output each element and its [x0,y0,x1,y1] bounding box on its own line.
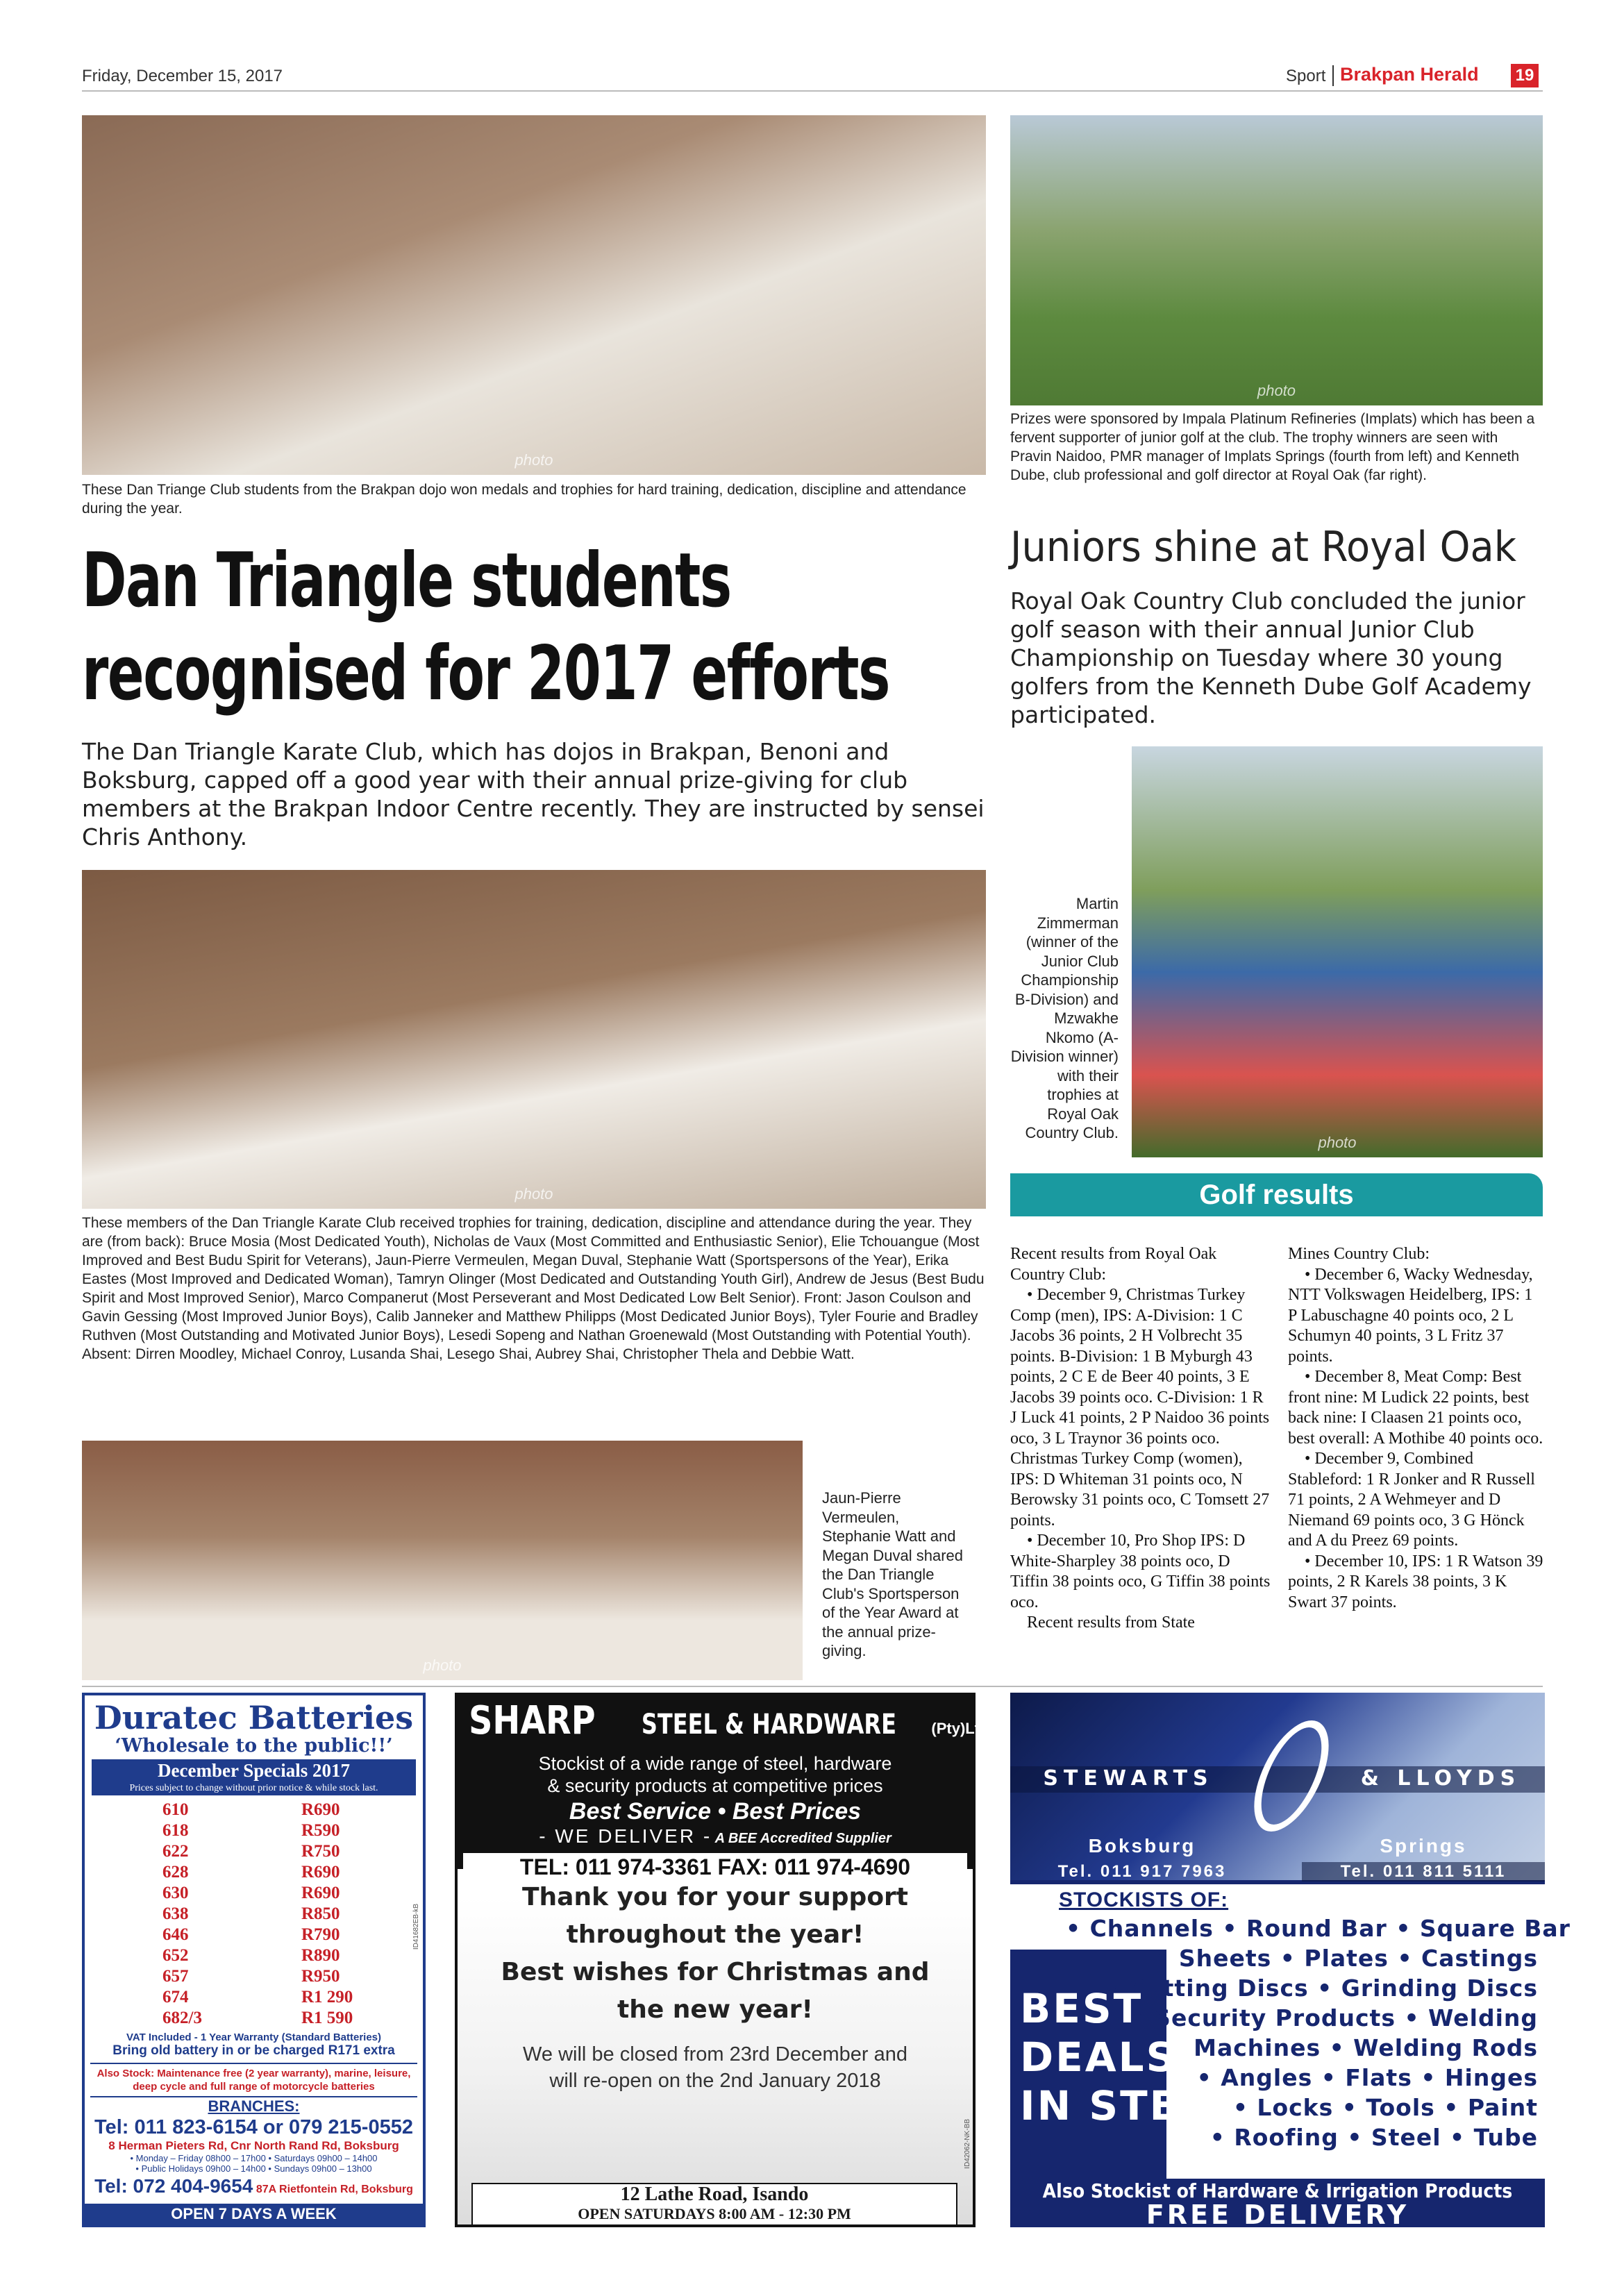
sharp-wishes1: Best wishes for Christmas and [501,1958,930,1986]
issue-date: Friday, December 15, 2017 [82,67,283,85]
stock-item: • Security Products • Welding [1130,2004,1538,2031]
battery-price: R1 290 [301,1988,353,2006]
sharp-line2: & security products at competitive prices [547,1775,883,1796]
stewarts-branch2: Springs [1380,1835,1467,1857]
price-row [162,1862,423,1883]
sharp-bee: A BEE Accredited Supplier [714,1831,891,1846]
battery-code: 682/3 [162,2009,202,2027]
karate-headline [82,535,1007,721]
sharp-address: 12 Lathe Road, Isando [620,2184,809,2205]
duratec-old-battery: Bring old battery in or be charged R171 extra [112,2043,395,2058]
battery-code: 610 [162,1800,189,1819]
stock-item: • Roofing • Steel • Tube [1209,2124,1538,2151]
sharp-header [458,1695,994,1879]
battery-code: 652 [162,1946,189,1965]
stewarts-delivery: FREE DELIVERY [1146,2199,1409,2230]
battery-code: 628 [162,1863,189,1882]
header-rule [82,90,1543,92]
golf-photo1-caption: Prizes were sponsored by Impala Platinum Refineries (Implats) which has been a fervent supporter of junior golf at the club. The trophy winners are seen with Pravin Naidoo, PMR manager of Implats Springs (fourth from left) and Kenneth Dube, club professional and golf director at Royal Oak (far right). [1010,411,1535,483]
battery-price: R890 [301,1946,340,1965]
battery-code: 646 [162,1925,189,1944]
price-row [162,1883,423,1904]
battery-code: 630 [162,1884,189,1902]
duratec-vat-note: VAT Included - 1 Year Warranty (Standard Batteries) [126,2031,382,2043]
sharp-name: SHARP [469,1698,596,1743]
ads-divider [82,1686,1543,1687]
duratec-price-list [162,1800,423,2029]
duratec-also-stock: Also Stock: Maintenance free (2 year warranty), marine, leisure, deep cycle and full range of motorcycle batteries [90,2063,417,2093]
karate-photo2-caption: These members of the Dan Triangle Karate Club received trophies for training, dedication, discipline and attendance during the year. They are (from back): Bruce Mosia (Most Dedicated Youth), Nicholas de Vaux (Most Committed and Enthusiastic Senior), Elie Tchouangue (Most Improved and Best Budu Spirit for Veterans), Jaun-Pierre Vermeulen, Megan Duval, Stephanie Watt (Sportspersons of the Year), Erika Eastes (Most Improved and Dedicated Woman), Tamryn Olinger (Most Dedicated and Outstanding Youth Girl), Andrew de Jesus (Best Budu Spirit and Most Improved Senior), Marco Companerut (Most Perseverant and Most Dedicated Low Belt Senior). Front: Jason Coulson and Gavin Gessing (Most Improved Junior Boys), Calib Janneker and Matthew Philipps (Most Dedicated Junior Boys), Tyler Fourie and Bradley Ruthven (Most Outstanding and Motivated Junior Boys), Lesedi Sopeng and Nathan Groenewald (Most Outstanding with Potential Youth). Absent: Dirren Moodley, Michael Conroy, Lusanda Shai, Lesego Shai, Aubrey Shai, Christopher Thela and Debbie Watt. [82,1215,985,1362]
karate-group-photo: photo [82,115,986,475]
sharp-tel: TEL: 011 974-3361 FAX: 011 974-4690 [463,1853,967,1881]
stewarts-lloyds-advert[interactable] [1010,1693,1571,2230]
sharp-thanks2: throughout the year! [566,1920,864,1949]
sharp-closed1: We will be closed from 23rd December and [523,2043,907,2065]
best-deals-line2: DEALS [1020,2034,1178,2081]
duratec-address2: 87A Rietfontein Rd, Boksburg [256,2184,413,2195]
golf-intro: Royal Oak Country Club concluded the junior golf season with their annual Junior Club Championship on Tuesday where 30 young golfers from the Kenneth Dube Golf Academy participated. [1010,587,1532,728]
sharp-closed2: will re-open on the 2nd January 2018 [549,2070,881,2092]
karate-headline-line2: recognised for 2017 efforts [82,630,889,717]
header-divider [1332,65,1334,86]
price-row [162,1987,423,2008]
sharp-ref: ID42062-NK-BB [964,2119,971,2169]
section-name: Sport [1286,67,1326,85]
duratec-tel2: Tel: 072 404-9654 [94,2175,253,2197]
golf-photo2-caption: Martin Zimmerman (winner of the Junior Club Championship B-Division) and Mzwakhe Nkomo (A-Division winner) with their trophies at Royal Oak Country Club. [1010,895,1119,1141]
stock-item: Machines • Welding Rods [1194,2034,1538,2061]
paper-name: Brakpan Herald [1340,64,1479,85]
duratec-specials-title: December Specials 2017 [92,1759,416,1782]
sharp-deliver: - WE DELIVER - [539,1825,712,1847]
stewarts-tel1: Tel. 011 917 7963 [1057,1862,1227,1881]
duratec-specials-note: Prices subject to change without prior notice & while stock last. [92,1782,416,1795]
duratec-open: OPEN 7 DAYS A WEEK [85,2204,423,2224]
duratec-address1: 8 Herman Pieters Rd, Cnr North Rand Rd, Boksburg [108,2139,399,2152]
price-row [162,1841,423,1862]
battery-code: 674 [162,1988,189,2006]
stewarts-tel2: Tel. 011 811 5111 [1302,1862,1545,1882]
price-row [162,1904,423,1925]
battery-code: 638 [162,1904,189,1923]
stock-item: • Locks • Tools • Paint [1232,2094,1538,2121]
battery-code: 622 [162,1842,189,1861]
stock-item: • Angles • Flats • Hinges [1196,2064,1538,2091]
karate-photo1-caption: These Dan Triange Club students from the Brakpan dojo won medals and trophies for hard training, dedication, discipline and attendance during the year. [82,482,966,517]
duratec-hours2: • Public Holidays 09h00 – 14h00 • Sundays 09h00 – 13h00 [135,2163,372,2174]
golf-champions-photo: photo [1132,746,1543,1157]
karate-trophies-photo: photo [82,870,986,1209]
stewarts-name-left: STEWARTS [1043,1766,1214,1791]
sharp-pty: (Pty)Ltd. [931,1720,994,1737]
page-number: 19 [1511,64,1539,87]
price-row [162,1945,423,1966]
sharp-open: OPEN SATURDAYS 8:00 AM - 12:30 PM [578,2205,851,2222]
duratec-branches-label: BRANCHES: [90,2096,417,2115]
best-deals-line1: BEST [1020,1985,1144,2032]
best-deals-line3: IN STEEL [1020,2082,1237,2129]
battery-price: R690 [301,1884,340,1902]
battery-price: R690 [301,1863,340,1882]
price-row [162,1925,423,1945]
golf-headline: Juniors shine at Royal Oak [1010,523,1517,571]
duratec-tagline: ‘Wholesale to the public!!’ [115,1735,393,1757]
sharp-service: Best Service • Best Prices [569,1798,862,1825]
duratec-name: Duratec Batteries [94,1699,414,1736]
stock-item: • Cutting Discs • Grinding Discs [1104,1975,1538,2002]
best-deals-text [1020,1984,1237,2130]
battery-price: R950 [301,1967,340,1986]
price-row [162,1800,423,1820]
golf-results-col1: Recent results from Royal Oak Country Club: • December 9, Christmas Turkey Comp (men), IPS: A-Division: 1 C Jacobs 36 points, 2 H Volbrecht 35 points. B-Division: 1 B Myburgh 43 points, 2 C E de Beer 40 points, 3 E Jacobs 39 points oco. C-Division: 1 R J Luck 41 points, 2 P Naidoo 36 points oco, 3 L Traynor 36 points oco. Christmas Turkey Comp (women), IPS: D Whiteman 31 points oco, N Berowsky 31 points oco, C Tomsett 27 points. • December 10, Pro Shop IPS: D White-Sharpley 38 points oco, D Tiffin 38 points oco, G Tiffin 38 points oco. Recent results from State [1010,1245,1271,1632]
sharp-thanks1: Thank you for your support [521,1883,909,1911]
stock-item: • Channels • Round Bar • Square Bar [1066,1915,1571,1942]
stewarts-branch1: Boksburg [1088,1835,1196,1857]
battery-price: R750 [301,1842,340,1861]
stewarts-also: Also Stockist of Hardware & Irrigation Products [1042,2179,1513,2202]
karate-intro: The Dan Triangle Karate Club, which has dojos in Brakpan, Benoni and Boksburg, capped off a good year with their annual prize-giving for club members at the Brakpan Indoor Centre recently. They are instructed by sensei Chris Anthony. [82,738,985,850]
stock-item: • Sheets • Plates • Castings [1155,1945,1538,1972]
sharp-wishes2: the new year! [617,1995,813,2024]
duratec-ref: ID41682EB-kB [412,1904,420,1950]
golf-winners-photo: photo [1010,115,1543,405]
golf-results-col2: Mines Country Club: • December 6, Wacky Wednesday, NTT Volkswagen Heidelberg, IPS: 1 P Labuschagne 40 points oco, 2 L Schumyn 40 points, 3 L Fritz 37 points. • December 8, Meat Comp: Best front nine: M Ludick 22 points, best back nine: I Claasen 21 points oco, best overall: A Mothibe 40 points oco. • December 9, Combined Stableford: 1 R Jonker and R Russell 71 points, 2 A Wehmeyer and D Niemand 69 points oco, 3 G Hönck and A du Preez 69 points. • December 10, IPS: 1 R Watson 39 points, 2 R Karels 38 points, 3 K Swart 37 points. [1288,1245,1543,1611]
price-row [162,2008,423,2029]
battery-price: R790 [301,1925,340,1944]
stewarts-name-right: & LLOYDS [1360,1766,1521,1791]
battery-price: R850 [301,1904,340,1923]
duratec-advert[interactable] [82,1693,426,2227]
battery-price: R590 [301,1821,340,1840]
sharp-steel-advert[interactable] [455,1693,994,2227]
stewarts-stockists: STOCKISTS OF: [1059,1888,1229,1911]
battery-price: R1 590 [301,2009,353,2027]
battery-code: 657 [162,1967,189,1986]
sharp-name2: STEEL & HARDWARE [642,1709,897,1741]
price-row [162,1966,423,1987]
sharp-line1: Stockist of a wide range of steel, hardware [538,1753,892,1774]
duratec-hours1: • Monday – Friday 08h00 – 17h00 • Saturdays 09h00 – 14h00 [130,2153,378,2163]
golf-results-banner: Golf results [1010,1173,1543,1216]
battery-price: R690 [301,1800,340,1819]
battery-code: 618 [162,1821,189,1840]
price-row [162,1820,423,1841]
duratec-tel1: Tel: 011 823-6154 or 079 215-0552 [94,2116,413,2138]
karate-photo3-caption: Jaun-Pierre Vermeulen, Stephanie Watt and Megan Duval shared the Dan Triangle Club's Sportsperson of the Year Award at the annual prize-giving. [822,1489,964,1659]
karate-headline-line1: Dan Triangle students [82,537,731,624]
sportsperson-photo: photo [82,1441,803,1680]
